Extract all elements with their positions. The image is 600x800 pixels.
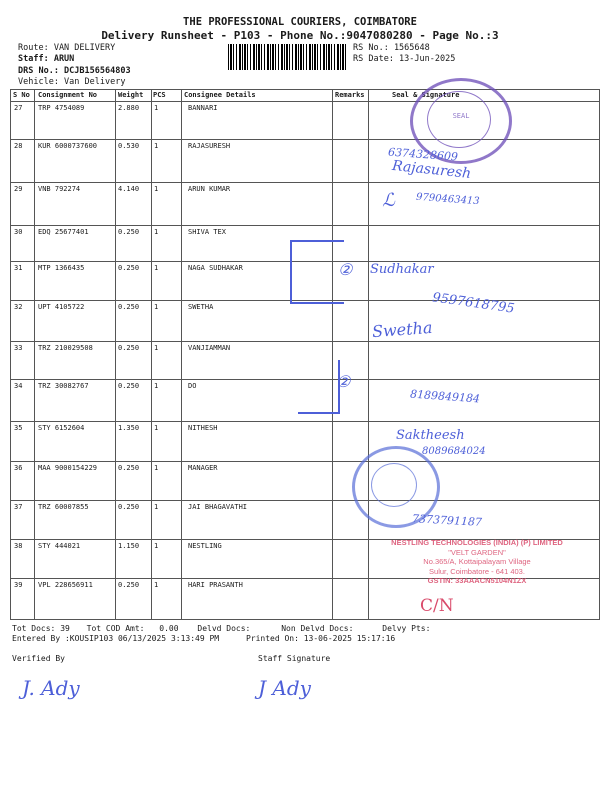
cell-sno: 33: [14, 344, 23, 352]
handwritten-phone: 8189849184: [409, 387, 481, 406]
cell-weight: 0.250: [118, 344, 140, 352]
cell-consignee: NAGA SUDHAKAR: [188, 264, 243, 272]
cell-consignee: RAJASURESH: [188, 142, 231, 150]
cell-weight: 0.250: [118, 581, 140, 589]
cell-sno: 35: [14, 424, 23, 432]
staff-signature-label: Staff Signature: [258, 654, 331, 663]
cell-consignee: NITHESH: [188, 424, 218, 432]
cell-consignee: ARUN KUMAR: [188, 185, 231, 193]
cell-cons: EDQ 25677401: [38, 228, 89, 236]
handwritten-phone: 7373791187: [411, 512, 483, 529]
handwritten-signature: Swetha: [371, 317, 433, 342]
delvd-docs: Delvd Docs:: [197, 624, 251, 633]
cell-weight: 2.880: [118, 104, 140, 112]
bracket-mark: [290, 240, 344, 304]
meta-right: [353, 43, 455, 64]
route: Route: VAN DELIVERY: [18, 43, 116, 53]
cell-weight: 0.530: [118, 142, 140, 150]
cell-consignee: MANAGER: [188, 464, 218, 472]
cell-consignee: NESTLING: [188, 542, 222, 550]
row-divider: [10, 139, 600, 140]
cell-pcs: 1: [154, 424, 159, 432]
cell-cons: STY 444021: [38, 542, 81, 550]
cell-cons: TRZ 60007855: [38, 503, 89, 511]
col-header-weight: Weight: [118, 91, 144, 99]
cell-sno: 32: [14, 303, 23, 311]
rs-no: RS No.: 1565648: [353, 43, 430, 53]
cell-sno: 29: [14, 185, 23, 193]
cell-cons: KUR 6000737600: [38, 142, 98, 150]
handwritten-phone: 9597618795: [431, 290, 516, 317]
row-divider: [10, 500, 600, 501]
cell-sno: 39: [14, 581, 23, 589]
table-rule: [10, 619, 600, 620]
verified-by-label: Verified By: [12, 654, 65, 663]
row-divider: [10, 421, 600, 422]
handwritten-phone: 6374328609: [387, 145, 459, 164]
cell-cons: TRZ 30082767: [38, 382, 89, 390]
col-header-sno: S No: [13, 91, 30, 99]
cell-weight: 0.250: [118, 503, 140, 511]
col-header-consignee: Consignee Details: [184, 91, 256, 99]
cell-cons: TRZ 210029508: [38, 344, 93, 352]
cell-sno: 36: [14, 464, 23, 472]
cell-pcs: 1: [154, 503, 159, 511]
cell-weight: 1.350: [118, 424, 140, 432]
staff: Staff: ARUN: [18, 53, 75, 64]
col-header-consignment: Consignment No: [38, 91, 98, 99]
footer-totals: [12, 624, 430, 633]
footer-entered: [12, 634, 395, 643]
col-rule: [181, 89, 182, 620]
tot-docs-value: 39: [60, 624, 70, 633]
cell-weight: 0.250: [118, 264, 140, 272]
handwritten-signature: Saktheesh: [396, 428, 465, 443]
tot-cod-value: 0.00: [159, 624, 179, 633]
col-header-seal: Seal & Signature: [392, 91, 460, 99]
circled-two: ②: [338, 260, 353, 279]
staff-signature: J Ady: [258, 676, 311, 700]
cell-sno: 38: [14, 542, 23, 550]
handwritten-signature: Sudhakar: [370, 262, 434, 277]
stamp-gstin: GSTIN: 33AAACN5104N1ZX: [427, 576, 527, 585]
stamp-address-line: Sulur, Coimbatore - 641 403.: [429, 566, 525, 576]
cell-consignee: BANNARI: [188, 104, 218, 112]
cell-cons: MAA 9000154229: [38, 464, 98, 472]
cell-sno: 34: [14, 382, 23, 390]
cell-pcs: 1: [154, 104, 159, 112]
barcode: [228, 44, 346, 70]
row-divider: [10, 225, 600, 226]
cell-pcs: 1: [154, 264, 159, 272]
cell-pcs: 1: [154, 185, 159, 193]
col-rule: [34, 89, 35, 620]
meta-left: [18, 43, 131, 87]
col-rule: [368, 89, 369, 620]
cell-sno: 31: [14, 264, 23, 272]
cell-weight: 0.250: [118, 228, 140, 236]
runsheet-title: Delivery Runsheet - P103 - Phone No.:9047080280 - Page No.:3: [101, 29, 499, 42]
cell-weight: 4.140: [118, 185, 140, 193]
cell-pcs: 1: [154, 142, 159, 150]
cell-weight: 0.250: [118, 303, 140, 311]
cell-consignee: SWETHA: [188, 303, 214, 311]
verified-signature: J. Ady: [22, 676, 80, 700]
cn-mark: C/N: [420, 596, 454, 616]
col-rule: [115, 89, 116, 620]
row-divider: [10, 341, 600, 342]
stamp-company-name: NESTLING TECHNOLOGIES (INDIA) (P) LIMITED: [391, 538, 563, 547]
cell-cons: MTP 1366435: [38, 264, 85, 272]
row-divider: [10, 182, 600, 183]
cell-consignee: VANJIAMMAN: [188, 344, 231, 352]
vehicle: Vehicle: Van Delivery: [18, 76, 126, 87]
rs-date: RS Date: 13-Jun-2025: [353, 53, 456, 64]
round-seal-text: SEAL: [452, 112, 470, 120]
cell-consignee: SHIVA TEX: [188, 228, 226, 236]
handwritten-signature: Rajasuresh: [391, 157, 472, 183]
col-header-pcs: PCS: [153, 91, 166, 99]
cell-pcs: 1: [154, 464, 159, 472]
col-rule: [10, 89, 11, 620]
col-header-remarks: Remarks: [335, 91, 365, 99]
round-office-stamp-inner: [371, 463, 417, 507]
table-rule: [10, 89, 600, 90]
cell-pcs: 1: [154, 542, 159, 550]
cell-sno: 30: [14, 228, 23, 236]
tot-docs-label: Tot Docs:: [12, 624, 56, 633]
tot-cod-label: Tot COD Amt:: [86, 624, 145, 633]
drs-no: DRS No.: DCJB156564803: [18, 66, 131, 76]
company-title: THE PROFESSIONAL COURIERS, COIMBATORE: [183, 16, 417, 28]
cell-cons: STY 6152604: [38, 424, 85, 432]
company-rubber-stamp: [372, 538, 582, 586]
bracket-mark: [298, 360, 340, 414]
cell-sno: 27: [14, 104, 23, 112]
stamp-address-line: "VELT GARDEN": [448, 547, 506, 557]
cell-consignee: JAI BHAGAVATHI: [188, 503, 248, 511]
cell-cons: VNB 792274: [38, 185, 81, 193]
cell-consignee: DO: [188, 382, 197, 390]
non-delvd-docs: Non Delvd Docs:: [281, 624, 354, 633]
cell-sno: 37: [14, 503, 23, 511]
cell-cons: UPT 4105722: [38, 303, 85, 311]
cell-pcs: 1: [154, 303, 159, 311]
col-rule: [151, 89, 152, 620]
cell-weight: 0.250: [118, 464, 140, 472]
cell-weight: 1.150: [118, 542, 140, 550]
entered-by: Entered By :KOUSIP103 06/13/2025 3:13:49 PM: [12, 634, 220, 643]
cell-pcs: 1: [154, 344, 159, 352]
cell-cons: TRP 4754089: [38, 104, 85, 112]
delvy-pts: Delvy Pts:: [382, 624, 431, 633]
cell-pcs: 1: [154, 382, 159, 390]
circled-two: ②: [336, 372, 351, 391]
cell-weight: 0.250: [118, 382, 140, 390]
printed-on: Printed On: 13-06-2025 15:17:16: [245, 634, 396, 643]
cell-consignee: HARI PRASANTH: [188, 581, 243, 589]
cell-cons: VPL 228656911: [38, 581, 93, 589]
cell-sno: 28: [14, 142, 23, 150]
row-divider: [10, 461, 600, 462]
cell-pcs: 1: [154, 581, 159, 589]
handwritten-phone: 8089684024: [422, 446, 486, 457]
table-rule: [10, 101, 600, 102]
cell-pcs: 1: [154, 228, 159, 236]
col-rule: [332, 89, 333, 620]
stamp-address-line: No.365/A, Kottaipalayam Village: [423, 557, 531, 566]
handwritten-phone: 9790463413: [415, 191, 480, 208]
handwritten-signature: ℒ: [381, 189, 396, 212]
